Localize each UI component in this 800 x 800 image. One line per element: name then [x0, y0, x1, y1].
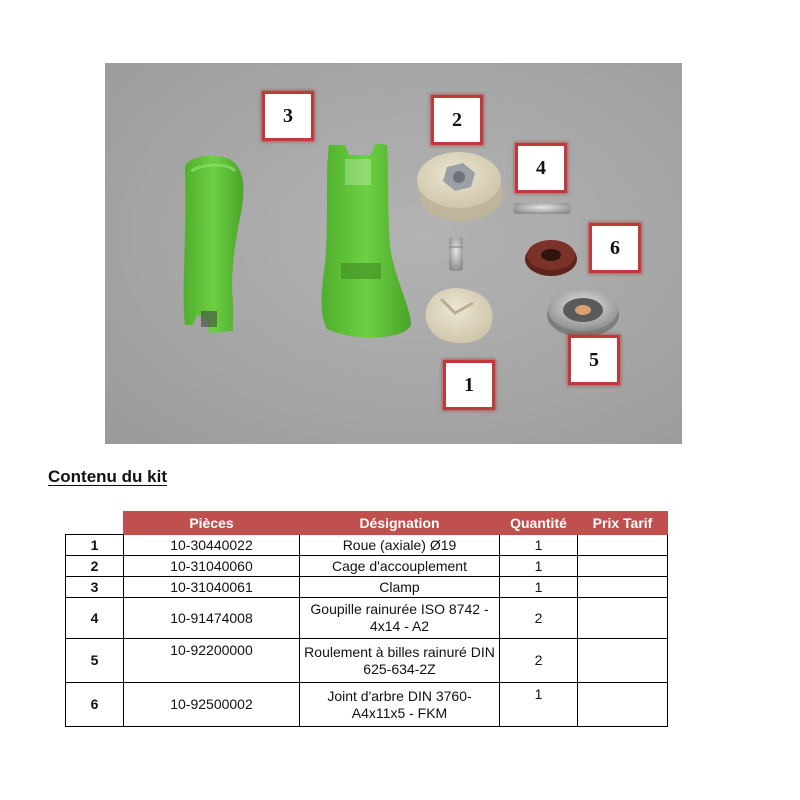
part-number: 10-92200000	[124, 639, 300, 683]
row-number: 2	[66, 556, 124, 577]
table-row	[66, 577, 668, 598]
row-number: 4	[66, 598, 124, 639]
quantity: 1	[500, 535, 578, 556]
designation: Clamp	[300, 577, 500, 598]
designation: Cage d'accouplement	[300, 556, 500, 577]
designation: Joint d'arbre DIN 3760-A4x11x5 - FKM	[300, 683, 500, 727]
header-blank-cell	[66, 512, 124, 535]
row-number: 3	[66, 577, 124, 598]
part-number: 10-91474008	[124, 598, 300, 639]
quantity: 2	[500, 639, 578, 683]
photo-label-3: 3	[262, 91, 314, 141]
quantity: 1	[500, 556, 578, 577]
header-prix-tarif: Prix Tarif	[578, 512, 668, 535]
part-number: 10-31040060	[124, 556, 300, 577]
photo-label-5: 5	[568, 335, 620, 385]
header-pieces: Pièces	[124, 512, 300, 535]
grooved-pin-long	[513, 203, 571, 214]
photo-label-6: 6	[589, 223, 641, 273]
grooved-pin-short	[449, 237, 463, 271]
kit-photo	[105, 63, 682, 444]
table-row	[66, 598, 668, 639]
clamp-right	[322, 143, 412, 338]
photo-label-1: 1	[443, 360, 495, 410]
header-quantite: Quantité	[500, 512, 578, 535]
designation: Roulement à billes rainuré DIN 625-634-2Z	[300, 639, 500, 683]
row-number: 1	[66, 535, 124, 556]
table-header-row	[66, 512, 668, 535]
price	[578, 535, 668, 556]
row-number: 5	[66, 639, 124, 683]
price	[578, 556, 668, 577]
price	[578, 639, 668, 683]
kit-contents-title: Contenu du kit	[48, 467, 167, 486]
photo-label-4: 4	[515, 143, 567, 193]
price	[578, 598, 668, 639]
designation: Goupille rainurée ISO 8742 - 4x14 - A2	[300, 598, 500, 639]
clamp-left	[184, 156, 244, 333]
part-number: 10-30440022	[124, 535, 300, 556]
quantity: 1	[500, 683, 578, 727]
kit-parts-table	[65, 511, 668, 727]
part-number: 10-31040061	[124, 577, 300, 598]
ball-bearing-part	[547, 289, 619, 337]
row-number: 6	[66, 683, 124, 727]
part-number: 10-92500002	[124, 683, 300, 727]
table-row	[66, 683, 668, 727]
table-row	[66, 535, 668, 556]
table-row	[66, 556, 668, 577]
price	[578, 577, 668, 598]
header-designation: Désignation	[300, 512, 500, 535]
price	[578, 683, 668, 727]
table-row	[66, 639, 668, 683]
quantity: 1	[500, 577, 578, 598]
axial-wheel-part	[425, 288, 492, 343]
shaft-seal-part	[525, 240, 577, 276]
coupling-cage-part	[417, 152, 503, 221]
designation: Roue (axiale) Ø19	[300, 535, 500, 556]
quantity: 2	[500, 598, 578, 639]
photo-label-2: 2	[431, 95, 483, 145]
